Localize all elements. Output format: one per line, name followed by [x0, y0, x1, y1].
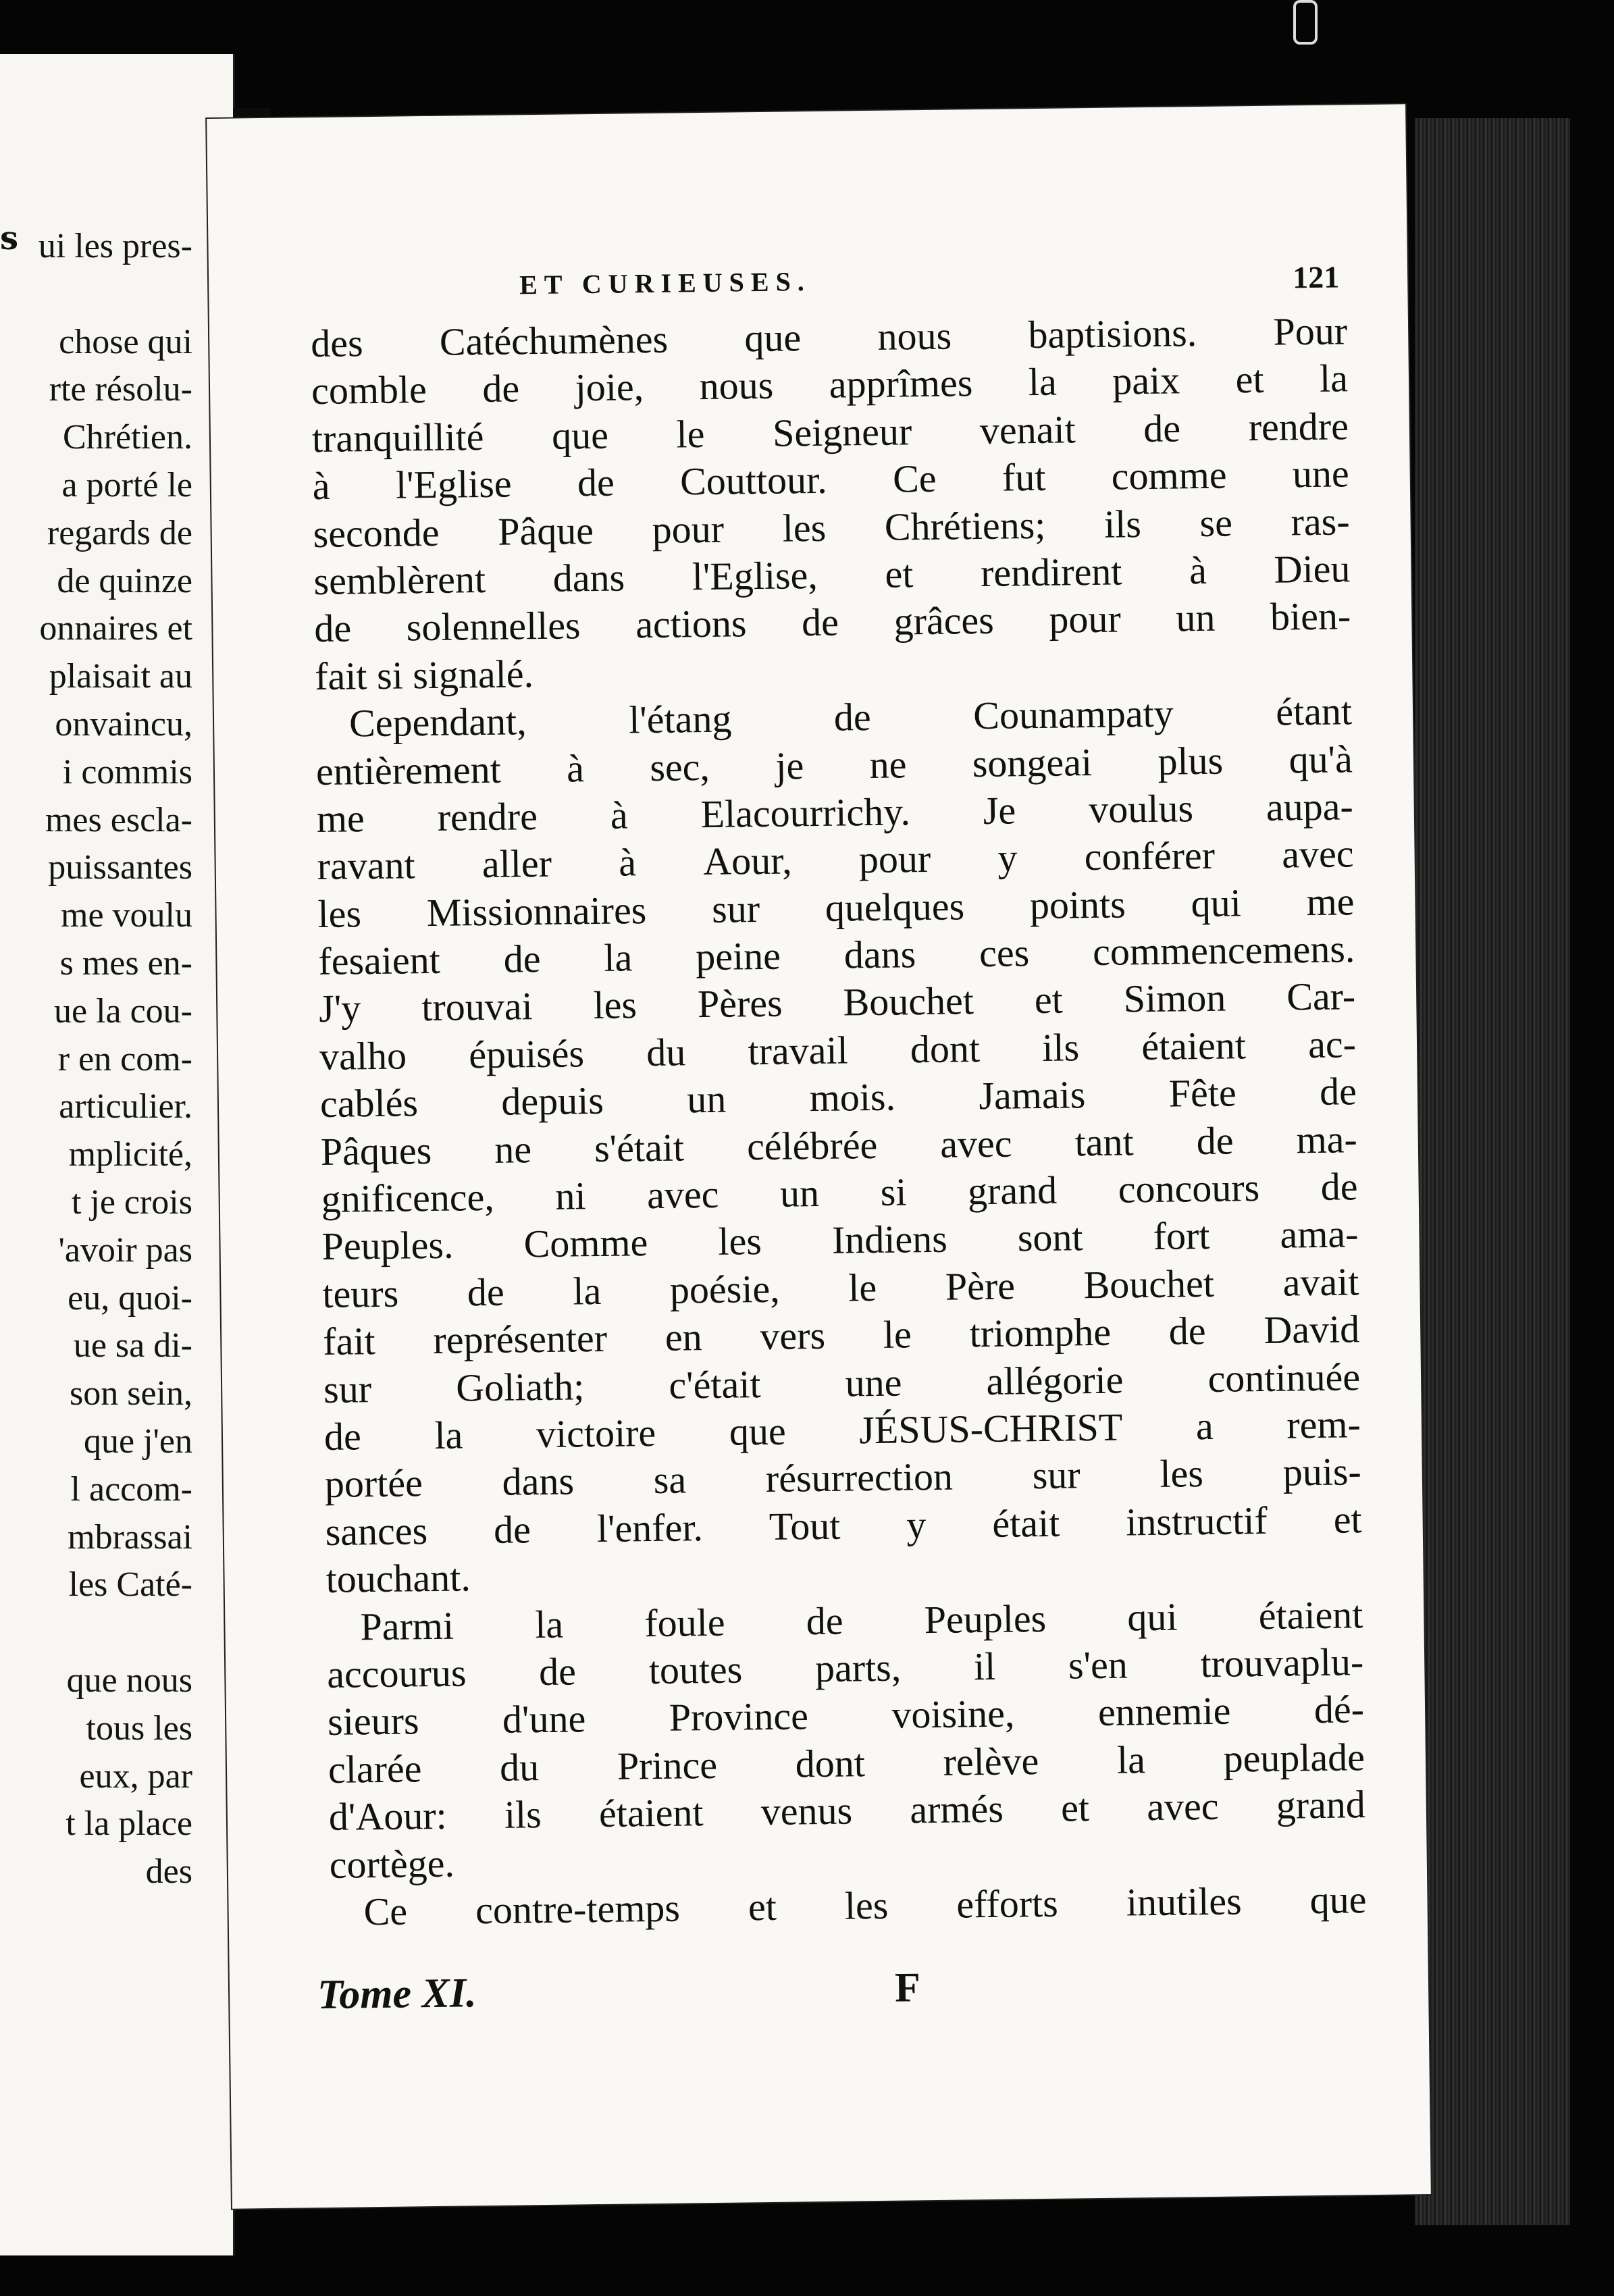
left-page-line: t je crois [71, 1182, 192, 1222]
left-page-marker: s [0, 219, 19, 257]
left-page-line: plaisait au [49, 657, 192, 696]
text-line: accourus de toutes parts, il s'en trouvaplu- [326, 1640, 1364, 1696]
page-footer [317, 1958, 1365, 2032]
text-line: portée dans sa résurrection sur les puis- [324, 1449, 1362, 1507]
text-line: cablés depuis un mois. Jamais Fête de [319, 1069, 1357, 1126]
text-line: gnificence, ni avec un si grand concours de [321, 1164, 1358, 1222]
left-page-line: rte résolu- [49, 370, 192, 409]
left-page-text-column [38, 223, 192, 1896]
left-page-line: l accom- [70, 1469, 192, 1509]
text-line: des Catéchumènes que nous baptisions. Pour [310, 309, 1348, 366]
left-page-line: les Caté- [68, 1565, 192, 1604]
text-line: Parmi la foule de Peuples qui étaient [360, 1592, 1363, 1648]
text-line: clarée du Prince dont relève la peuplade [328, 1734, 1365, 1792]
text-line: Peuples. Comme les Indiens sont fort ama- [321, 1211, 1359, 1269]
text-line: à l'Eglise de Couttour. Ce fut comme une [312, 451, 1350, 508]
text-line: de la victoire que JÉSUS-CHRIST a rem- [323, 1402, 1361, 1459]
left-page-line: Chrétien. [62, 418, 192, 457]
left-page-line: ui les pres- [38, 227, 192, 265]
left-page-line: que j'en [84, 1421, 192, 1461]
left-page-line: me voulu [61, 896, 192, 935]
left-page-line: i commis [62, 752, 192, 791]
left-page-line: mbrassai [68, 1517, 192, 1557]
text-line: fesaient de la peine dans ces commencemens. [318, 927, 1355, 984]
body-text [311, 307, 1367, 1936]
text-line: sieurs d'une Province voisine, ennemie dé- [327, 1687, 1365, 1744]
left-page-line: ue la cou- [53, 991, 192, 1030]
text-line: J'y trouvai les Pères Bouchet et Simon Car- [318, 974, 1356, 1031]
scan-speck [1293, 0, 1318, 45]
text-line: teurs de la poésie, le Père Bouchet avait [322, 1259, 1359, 1316]
text-line: Cependant, l'étang de Counampaty étant [348, 689, 1353, 746]
left-page-line: puissantes [48, 848, 192, 887]
text-line: comble de joie, nous apprîmes la paix et la [311, 356, 1349, 413]
text-line: sur Goliath; c'était une allégorie continuée [323, 1354, 1361, 1411]
text-line: les Missionnaires sur quelques points qui me [317, 879, 1355, 936]
text-line: fait si signalé. [314, 651, 534, 698]
left-page-line: eux, par [79, 1756, 192, 1796]
text-line: touchant. [326, 1555, 471, 1602]
running-head [209, 258, 1408, 313]
text-line: d'Aour: ils étaient venus armés et avec grand [328, 1782, 1366, 1840]
page-edges [1415, 118, 1570, 2225]
left-page-line: regards de [47, 513, 192, 552]
left-page-line: t la place [66, 1804, 192, 1844]
text-line: seconde Pâque pour les Chrétiens; ils se ras- [313, 498, 1350, 556]
running-title: ET CURIEUSES. [519, 266, 812, 301]
text-line: cortège. [329, 1841, 455, 1887]
left-page-line: chose qui [59, 322, 192, 361]
right-page [207, 104, 1431, 2208]
page-number: 121 [1292, 259, 1340, 295]
left-page-line: articulier. [59, 1087, 192, 1126]
left-page-line: eu, quoi- [68, 1278, 192, 1317]
left-page-line [38, 1609, 192, 1657]
signature-mark: F [894, 1964, 921, 2011]
left-page-line: r en com- [57, 1039, 192, 1078]
left-page-line: mplicité, [68, 1135, 192, 1174]
text-line: sances de l'enfer. Tout y était instructif et [325, 1496, 1362, 1554]
text-line: entièrement à sec, je ne songeai plus qu'à [315, 736, 1353, 793]
text-line: semblèrent dans l'Eglise, et rendirent à Dieu [313, 546, 1351, 604]
left-page-line: 'avoir pas [58, 1230, 192, 1270]
left-page-line: de quinze [57, 561, 192, 600]
volume-label: Tome XI. [317, 1970, 477, 2018]
left-page-line: que nous [66, 1661, 192, 1700]
text-line: valho épuisés du travail dont ils étaient ac- [319, 1022, 1357, 1078]
left-page-line: onnaires et [39, 609, 192, 648]
left-page-line: a porté le [61, 465, 192, 504]
left-page-line: ue sa di- [73, 1326, 192, 1365]
text-line: ravant aller à Aour, pour y conférer avec [317, 831, 1354, 889]
left-page-line: tous les [86, 1708, 192, 1748]
text-line: fait représenter en vers le triomphe de David [322, 1307, 1360, 1364]
text-line: de solennelles actions de grâces pour un bien- [313, 594, 1351, 651]
text-line: Pâques ne s'était célébrée avec tant de ma- [320, 1116, 1358, 1174]
left-page-line: s mes en- [59, 943, 192, 983]
text-line: tranquillité que le Seigneur venait de rendre [311, 404, 1349, 461]
text-line: Ce contre-temps et les efforts inutiles que [363, 1877, 1367, 1934]
text-line: me rendre à Elacourrichy. Je voulus aupa- [316, 784, 1354, 841]
left-facing-page [0, 54, 235, 2255]
left-page-line [38, 271, 192, 319]
left-page-line: son sein, [70, 1374, 192, 1413]
left-page-line: onvaincu, [55, 704, 192, 743]
left-page-line: des [145, 1852, 192, 1891]
left-page-line: mes escla- [45, 800, 192, 839]
